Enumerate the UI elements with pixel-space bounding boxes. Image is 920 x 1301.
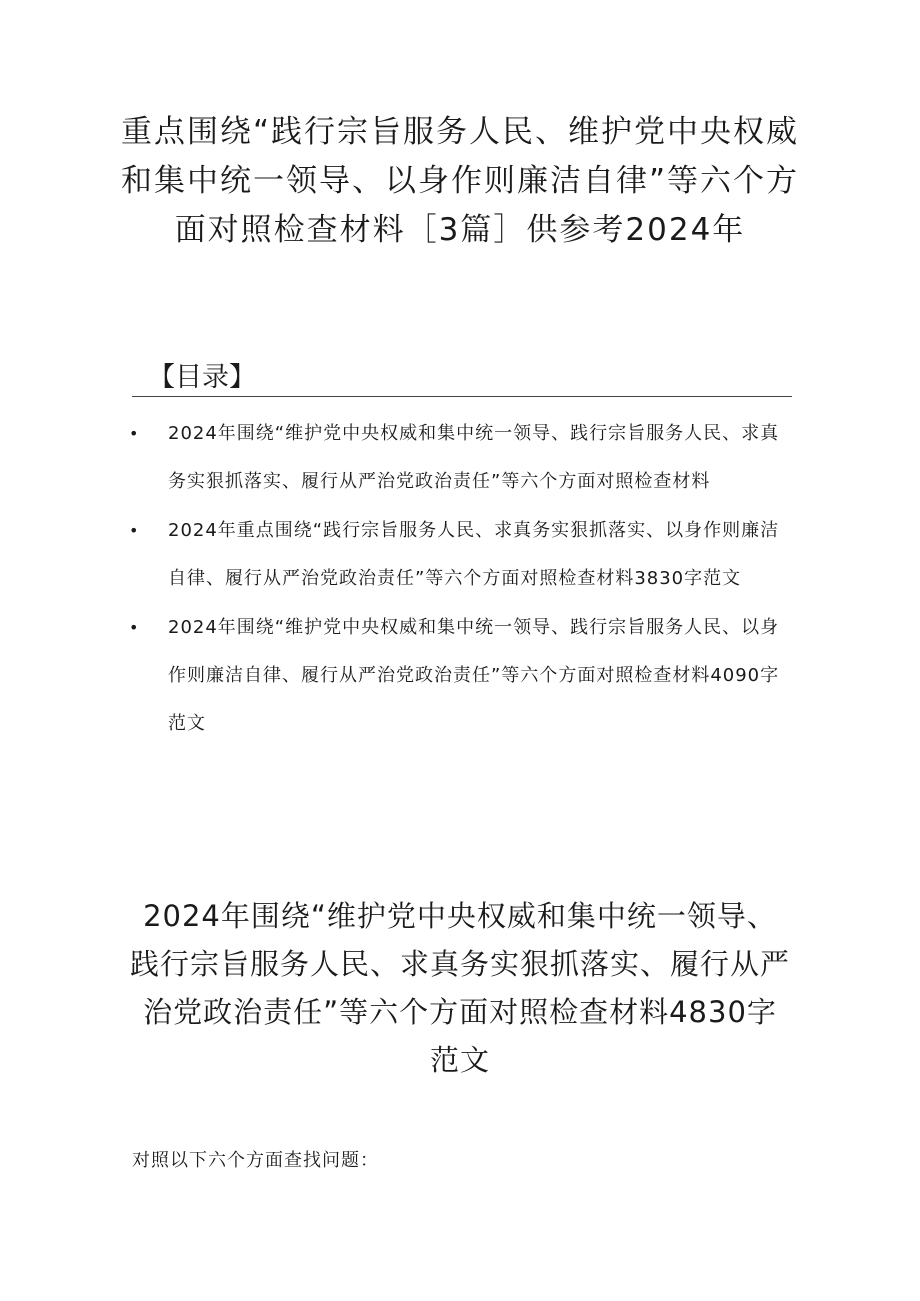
section-title: 2024年围绕“维护党中央权威和集中统一领导、践行宗旨服务人民、求真务实狠抓落实、履行从严治党政治责任”等六个方面对照检查材料4830字范文	[130, 899, 791, 1077]
bullet-icon: •	[129, 521, 140, 540]
toc-item[interactable]	[125, 410, 790, 506]
toc-item-text: 2024年围绕“维护党中央权威和集中统一领导、践行宗旨服务人民、以身作则廉洁自律、履行从严治党政治责任”等六个方面对照检查材料4090字范文	[168, 617, 780, 734]
body-paragraph: 对照以下六个方面查找问题：	[132, 1150, 379, 1171]
toc-divider	[132, 396, 792, 397]
toc-item[interactable]	[125, 507, 790, 603]
document-main-title: 重点围绕“践行宗旨服务人民、维护党中央权威和集中统一领导、以身作则廉洁自律”等六个方面对照检查材料［3篇］供参考2024年	[120, 114, 800, 248]
bullet-icon: •	[129, 618, 140, 637]
toc-item-text: 2024年围绕“维护党中央权威和集中统一领导、践行宗旨服务人民、求真务实狠抓落实、履行从严治党政治责任”等六个方面对照检查材料	[168, 423, 780, 492]
bullet-icon: •	[129, 424, 140, 443]
toc-heading: 【目录】	[148, 362, 256, 393]
table-of-contents	[125, 410, 790, 749]
toc-item[interactable]	[125, 604, 790, 748]
toc-item-text: 2024年重点围绕“践行宗旨服务人民、求真务实狠抓落实、以身作则廉洁自律、履行从严治党政治责任”等六个方面对照检查材料3830字范文	[168, 520, 780, 589]
